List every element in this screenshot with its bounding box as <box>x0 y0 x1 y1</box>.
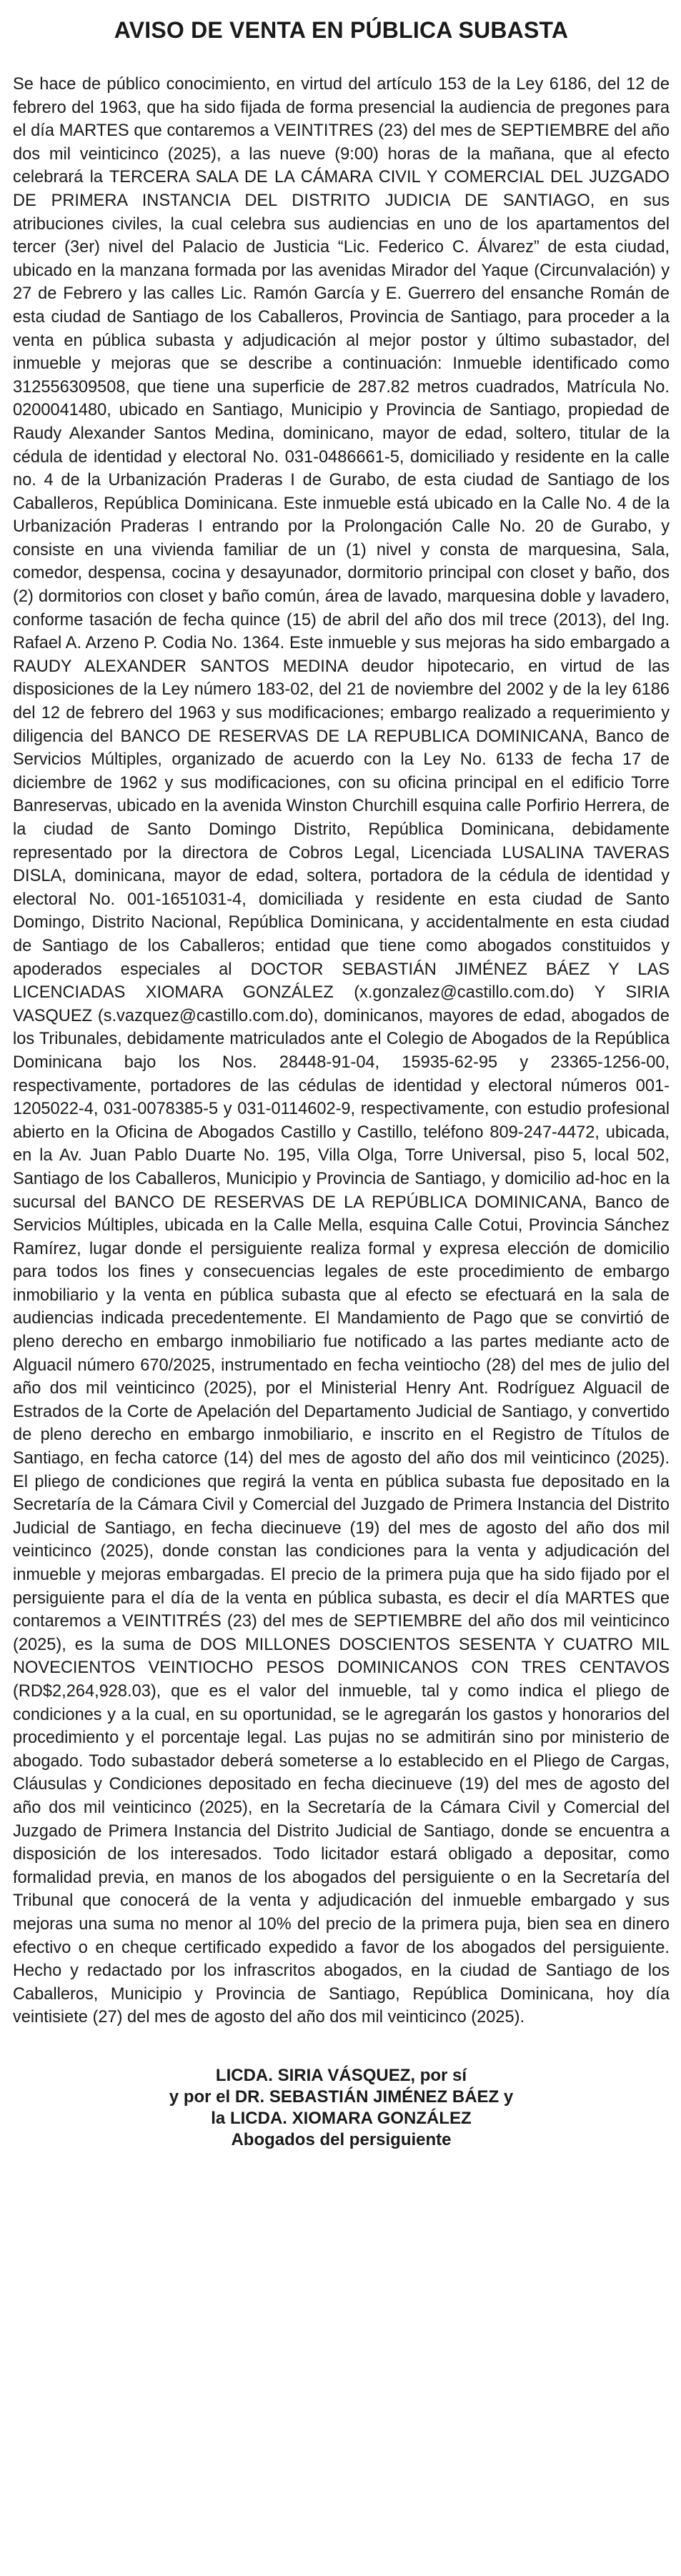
signature-block <box>13 2065 670 2151</box>
notice-body: Se hace de público conocimiento, en virtud del artículo 153 de la Ley 6186, del 12 de febrero del 1963, que ha sido fijada de forma presencial la audiencia de pregones para el día MARTES que contaremos a VEINTITRES (23) del mes de SEPTIEMBRE del año dos mil veinticinco (2025), a las nueve (9:00) horas de la mañana, que al efecto celebrará la TERCERA SALA DE LA CÁMARA CIVIL Y COMERCIAL DEL JUZGADO DE PRIMERA INSTANCIA DEL DISTRITO JUDICIA DE SANTIAGO, en sus atribuciones civiles, la cual celebra sus audiencias en uno de los apartamentos del tercer (3er) nivel del Palacio de Justicia “Lic. Federico C. Álvarez” de esta ciudad, ubicado en la manzana formada por las avenidas Mirador del Yaque (Circunvalación) y 27 de Febrero y las calles Lic. Ramón García y E. Guerrero del ensanche Román de esta ciudad de Santiago de los Caballeros, Provincia de Santiago, para proceder a la venta en pública subasta y adjudicación al mejor postor y último subastador, del inmueble y mejoras que se describe a continuación: Inmueble identificado como 312556309508, que tiene una superficie de 287.82 metros cuadrados, Matrícula No. 0200041480, ubicado en Santiago, Municipio y Provincia de Santiago, propiedad de Raudy Alexander Santos Medina, dominicano, mayor de edad, soltero, titular de la cédula de identidad y electoral No. 031-0486661-5, domiciliado y residente en la calle no. 4 de la Urbanización Praderas I de Gurabo, de esta ciudad de Santiago de los Caballeros, República Dominicana. Este inmueble está ubicado en la Calle No. 4 de la Urbanización Praderas I entrando por la Prolongación Calle No. 20 de Gurabo, y consiste en una vivienda familiar de un (1) nivel y consta de marquesina, Sala, comedor, despensa, cocina y desayunador, dormitorio principal con closet y baño, dos (2) dormitorios con closet y baño común, área de lavado, marquesina doble y lavadero, conforme tasación de fecha quince (15) de abril del año dos mil trece (2013), del Ing. Rafael A. Arzeno P. Codia No. 1364. Este inmueble y sus mejoras ha sido embargado a RAUDY ALEXANDER SANTOS MEDINA deudor hipotecario, en virtud de las disposiciones de la Ley número 183-02, del 21 de noviembre del 2002 y de la ley 6186 del 12 de febrero del 1963 y sus modificaciones; embargo realizado a requerimiento y diligencia del BANCO DE RESERVAS DE LA REPUBLICA DOMINICANA, Banco de Servicios Múltiples, organizado de acuerdo con la Ley No. 6133 de fecha 17 de diciembre de 1962 y sus modificaciones, con su oficina principal en el edificio Torre Banreservas, ubicado en la avenida Winston Churchill esquina calle Porfirio Herrera, de la ciudad de Santo Domingo Distrito, República Dominicana, debidamente representado por la directora de Cobros Legal, Licenciada LUSALINA TAVERAS DISLA, dominicana, mayor de edad, soltera, portadora de la cédula de identidad y electoral No. 001-1651031-4, domiciliada y residente en esta ciudad de Santo Domingo, Distrito Nacional, República Dominicana, y accidentalmente en esta ciudad de Santiago de los Caballeros; entidad que tiene como abogados constituidos y apoderados especiales al DOCTOR SEBASTIÁN JIMÉNEZ BÁEZ Y LAS LICENCIADAS XIOMARA GONZÁLEZ (x.gonzalez@castillo.com.do) Y SIRIA VASQUEZ (s.vazquez@castillo.com.do), dominicanos, mayores de edad, abogados de los Tribunales, debidamente matriculados ante el Colegio de Abogados de la República Dominicana bajo los Nos. 28448-91-04, 15935-62-95 y 23365-1256-00, respectivamente, portadores de las cédulas de identidad y electoral números 001-1205022-4, 031-0078385-5 y 031-0114602-9, respectivamente, con estudio profesional abierto en la Oficina de Abogados Castillo y Castillo, teléfono 809-247-4472, ubicada, en la Av. Juan Pablo Duarte No. 195, Villa Olga, Torre Universal, piso 5, local 502, Santiago de los Caballeros, Municipio y Provincia de Santiago, y domicilio ad-hoc en la sucursal del BANCO DE RESERVAS DE LA REPÚBLICA DOMINICANA, Banco de Servicios Múltiples, ubicada en la Calle Mella, esquina Calle Cotui, Provincia Sánchez Ramírez, lugar donde el persiguiente realiza formal y expresa elección de domicilio para todos los fines y consecuencias legales de este procedimiento de embargo inmobiliario y la venta en pública subasta que al efecto se efectuará en la sala de audiencias indicada precedentemente. El Mandamiento de Pago que se convirtió de pleno derecho en embargo inmobiliario fue notificado a las partes mediante acto de Alguacil número 670/2025, instrumentado en fecha veintiocho (28) del mes de julio del año dos mil veinticinco (2025), por el Ministerial Henry Ant. Rodríguez Alguacil de Estrados de la Corte de Apelación del Departamento Judicial de Santiago, y convertido de pleno derecho en embargo inmobiliario, e inscrito en el Registro de Títulos de Santiago, en fecha catorce (14) del mes de agosto del año dos mil veinticinco (2025). El pliego de condiciones que regirá la venta en pública subasta fue depositado en la Secretaría de la Cámara Civil y Comercial del Juzgado de Primera Instancia del Distrito Judicial de Santiago, en fecha diecinueve (19) del mes de agosto del año dos mil veinticinco (2025), donde constan las condiciones para la venta y adjudicación del inmueble y mejoras embargadas. El precio de la primera puja que ha sido fijado por el persiguiente para el día de la venta en pública subasta, es decir el día MARTES que contaremos a VEINTITRÉS (23) del mes de SEPTIEMBRE del año dos mil veinticinco (2025), es la suma de DOS MILLONES DOSCIENTOS SESENTA Y CUATRO MIL NOVECIENTOS VEINTIOCHO PESOS DOMINICANOS CON TRES CENTAVOS (RD$2,264,928.03), que es el valor del inmueble, tal y como indica el pliego de condiciones y a la cual, en su oportunidad, se le agregarán los gastos y honorarios del procedimiento y el porcentaje legal. Las pujas no se admitirán sino por ministerio de abogado. Todo subastador deberá someterse a lo establecido en el Pliego de Cargas, Cláusulas y Condiciones depositado en fecha diecinueve (19) del mes de agosto del año dos mil veinticinco (2025), en la Secretaría de la Cámara Civil y Comercial del Juzgado de Primera Instancia del Distrito Judicial de Santiago, donde se encuentra a disposición de los interesados. Todo licitador estará obligado a depositar, como formalidad previa, en manos de los abogados del persiguiente o en la Secretaría del Tribunal que conocerá de la venta y adjudicación del inmueble embargado y sus mejoras una suma no menor al 10% del precio de la primera puja, bien sea en dinero efectivo o en cheque certificado expedido a favor de los abogados del persiguiente. Hecho y redactado por los infrascritos abogados, en la ciudad de Santiago de los Caballeros, Municipio y Provincia de Santiago, República Dominicana, hoy día veintisiete (27) del mes de agosto del año dos mil veinticinco (2025). <box>13 75 670 2027</box>
signature-line-1: LICDA. SIRIA VÁSQUEZ, por sí <box>215 2065 467 2085</box>
notice-title: AVISO DE VENTA EN PÚBLICA SUBASTA <box>114 17 569 43</box>
signature-line-2: y por el DR. SEBASTIÁN JIMÉNEZ BÁEZ y <box>169 2087 514 2107</box>
signature-line-3: la LICDA. XIOMARA GONZÁLEZ <box>211 2108 472 2128</box>
signature-line-4: Abogados del persiguiente <box>231 2129 452 2149</box>
